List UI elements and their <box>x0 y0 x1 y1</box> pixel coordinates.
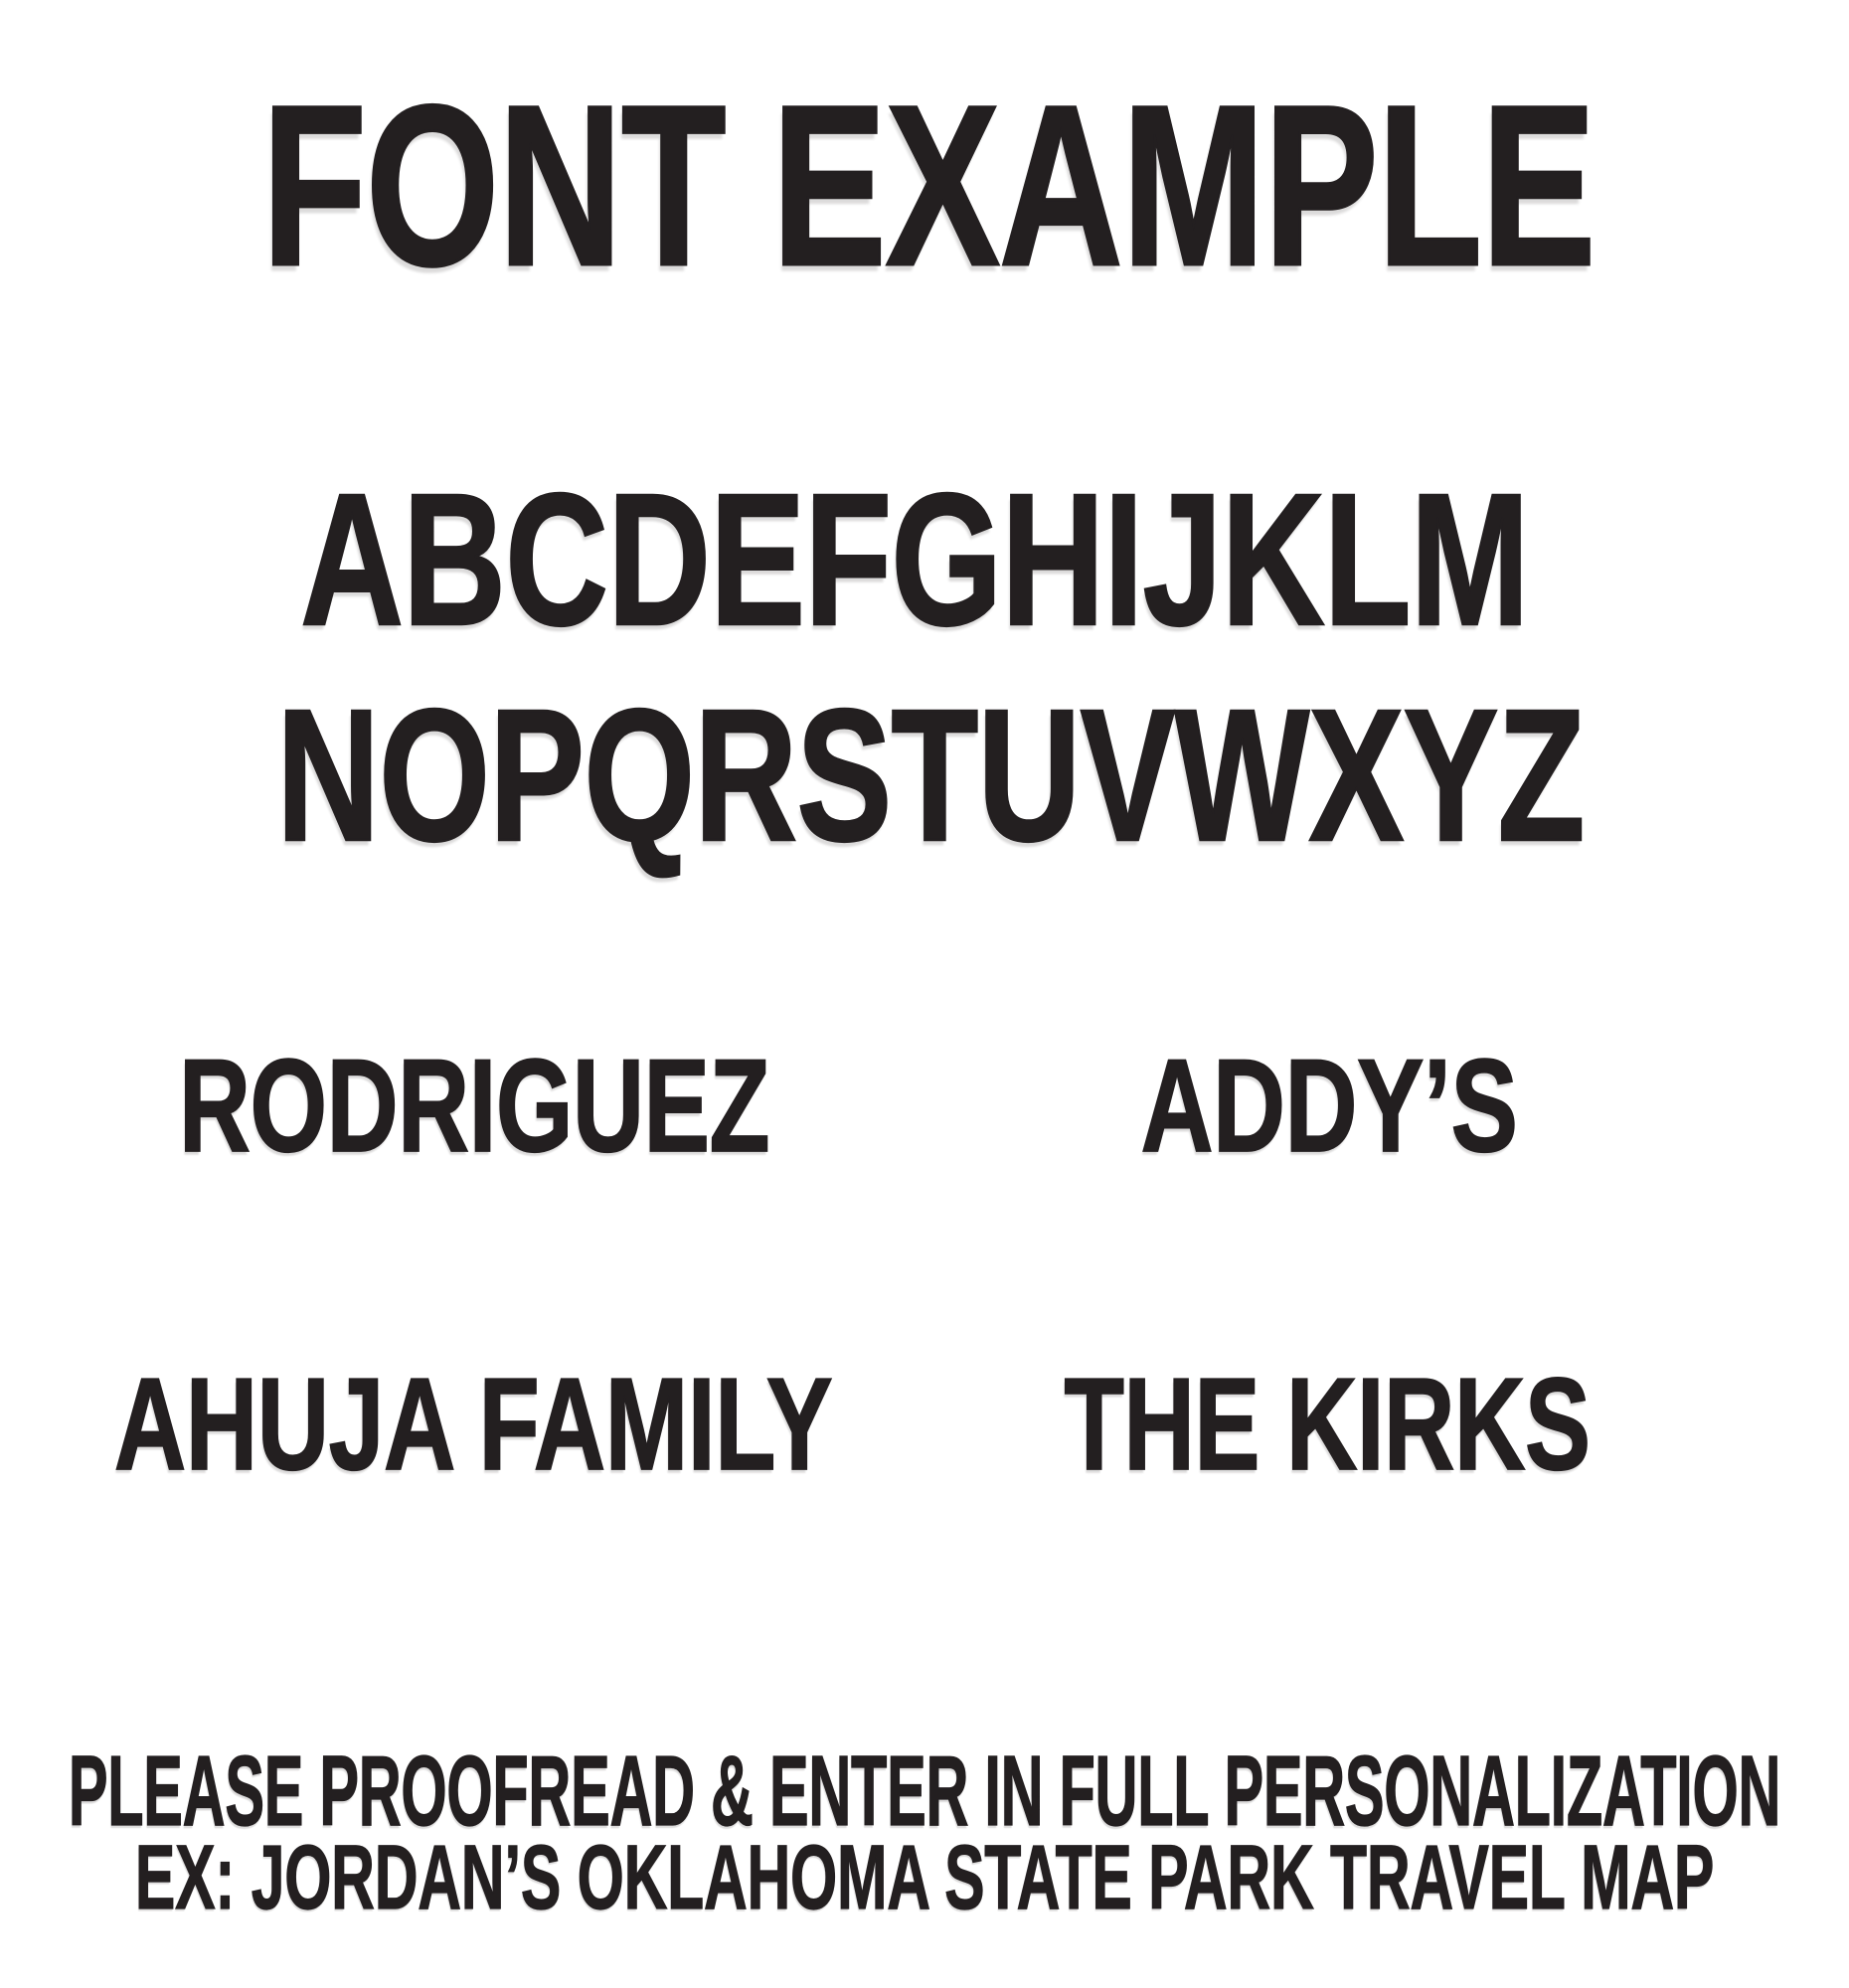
footer-instruction-line-2: EX: JORDAN’S OKLAHOMA STATE PARK TRAVEL MAP <box>134 1827 1715 1928</box>
footer-instruction-line-1: PLEASE PROOFREAD & ENTER IN FULL PERSONALIZATION <box>68 1736 1781 1847</box>
alphabet-line-1: ABCDEFGHIJKLM <box>300 455 1529 665</box>
example-name-addys: ADDY’S <box>1140 1033 1518 1180</box>
example-name-ahuja-family: AHUJA FAMILY <box>113 1351 833 1497</box>
example-name-the-kirks: THE KIRKS <box>1064 1351 1591 1497</box>
alphabet-line-2: NOPQRSTUVWXYZ <box>276 671 1585 881</box>
example-name-rodriguez: RODRIGUEZ <box>178 1033 770 1180</box>
page-title: FONT EXAMPLE <box>261 58 1596 313</box>
